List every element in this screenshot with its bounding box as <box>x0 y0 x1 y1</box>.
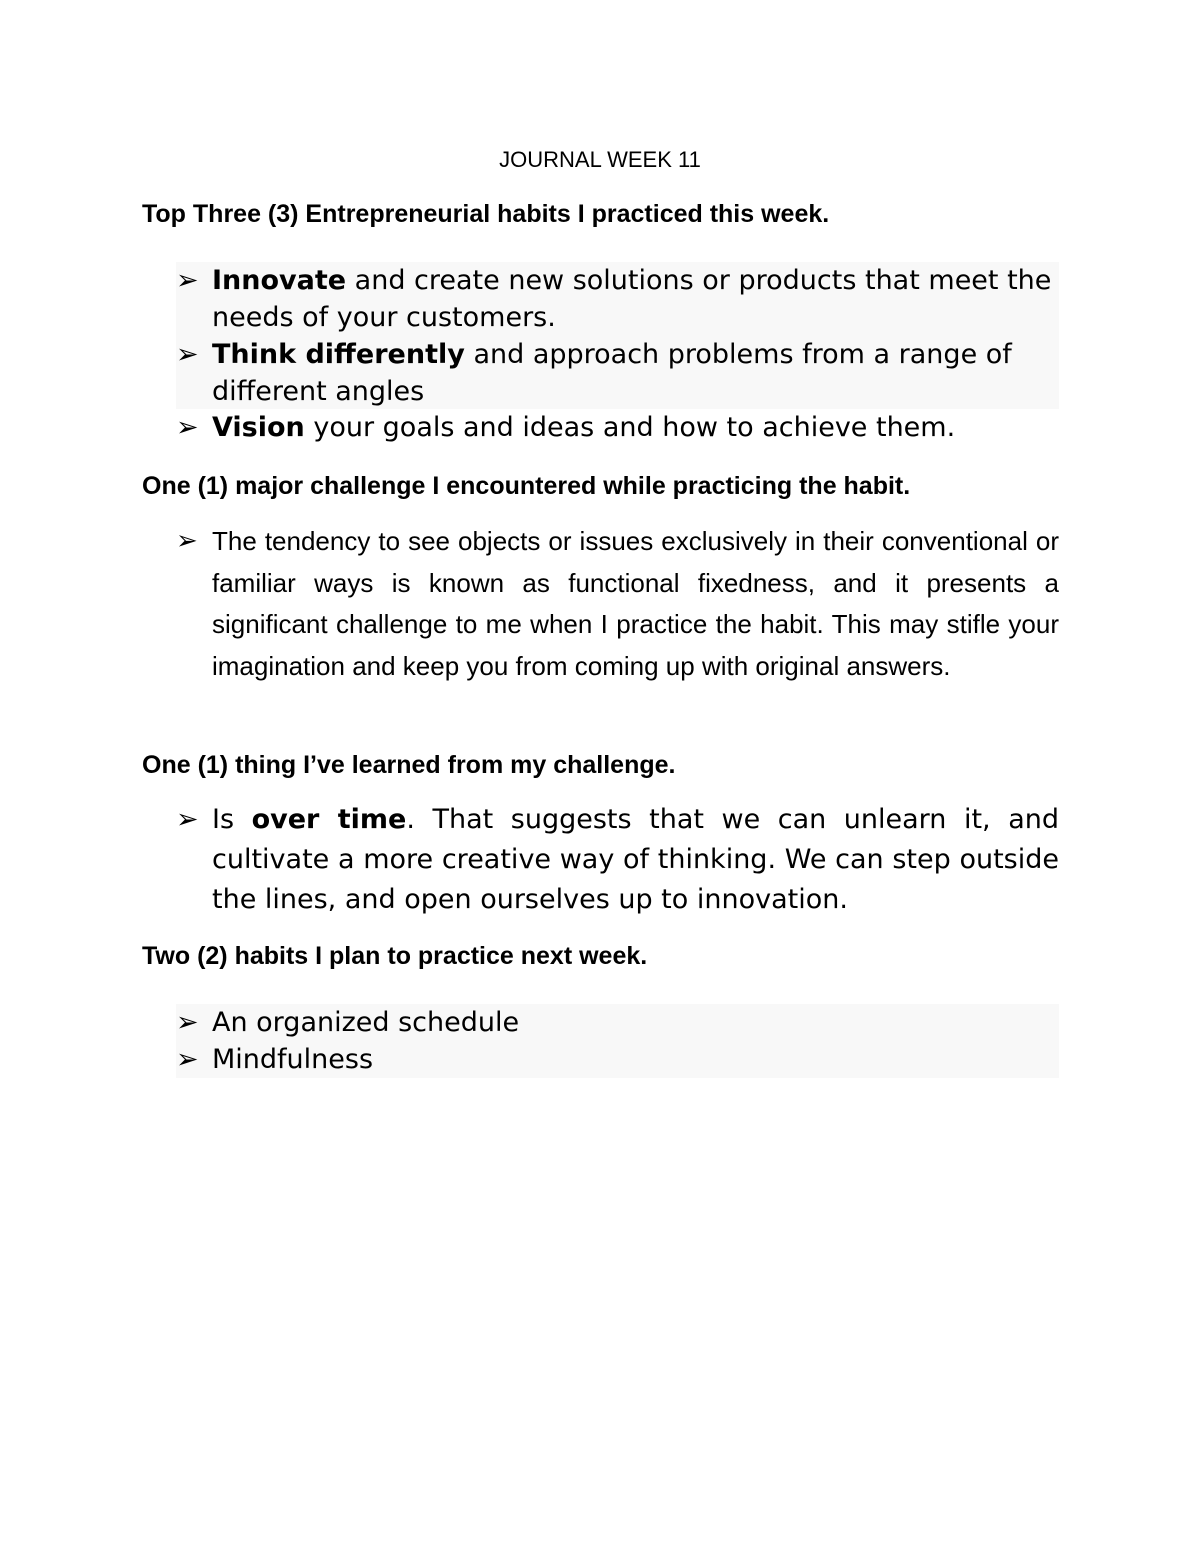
item-text: . That suggests that we can unlearn it, and cultivate a more creative way of thinking. We can step outside the lines, and open ourselves up to innovation. <box>212 804 1059 915</box>
item-bold-term: over time <box>251 804 407 835</box>
section-heading-next-week: Two (2) habits I plan to practice next week. <box>142 942 648 970</box>
arrow-bullet-icon: ➢ <box>176 265 199 296</box>
item-bold-term: Innovate <box>212 265 347 296</box>
arrow-bullet-icon: ➢ <box>176 804 199 835</box>
section-heading-learned: One (1) thing I’ve learned from my challenge. <box>142 751 676 779</box>
item-text: and create new solutions or products that meet the needs of your customers. <box>212 265 1052 333</box>
list-item <box>176 336 1059 410</box>
item-prefix: Is <box>212 804 252 835</box>
item-bold-term: Think differently <box>212 339 465 370</box>
arrow-bullet-icon: ➢ <box>176 1007 199 1038</box>
arrow-bullet-icon: ➢ <box>176 412 199 443</box>
arrow-bullet-icon: ➢ <box>176 1044 199 1075</box>
list-item <box>176 1004 1059 1041</box>
item-text: The tendency to see objects or issues exclusively in their conventional or familiar ways is known as functional fixedness, and it presents a significant challenge to me when I practice the habit. This may stifle your imagination and keep you from coming up with original answers. <box>212 526 1059 681</box>
list-item <box>176 521 1059 687</box>
item-text: and approach problems from a range of different angles <box>212 339 1012 407</box>
item-text: your goals and ideas and how to achieve them. <box>304 412 956 443</box>
section-heading-top-habits: Top Three (3) Entrepreneurial habits I practiced this week. <box>142 200 830 228</box>
item-text: Mindfulness <box>212 1044 374 1075</box>
list-item <box>176 262 1059 336</box>
item-bold-term: Vision <box>212 412 305 443</box>
item-text: An organized schedule <box>212 1007 520 1038</box>
document-title: JOURNAL WEEK 11 <box>499 147 701 172</box>
list-item <box>176 409 1059 446</box>
arrow-bullet-icon: ➢ <box>176 526 198 556</box>
list-item <box>176 1041 1059 1078</box>
list-item <box>176 800 1059 920</box>
arrow-bullet-icon: ➢ <box>176 339 199 370</box>
section-heading-challenge: One (1) major challenge I encountered while practicing the habit. <box>142 472 911 500</box>
